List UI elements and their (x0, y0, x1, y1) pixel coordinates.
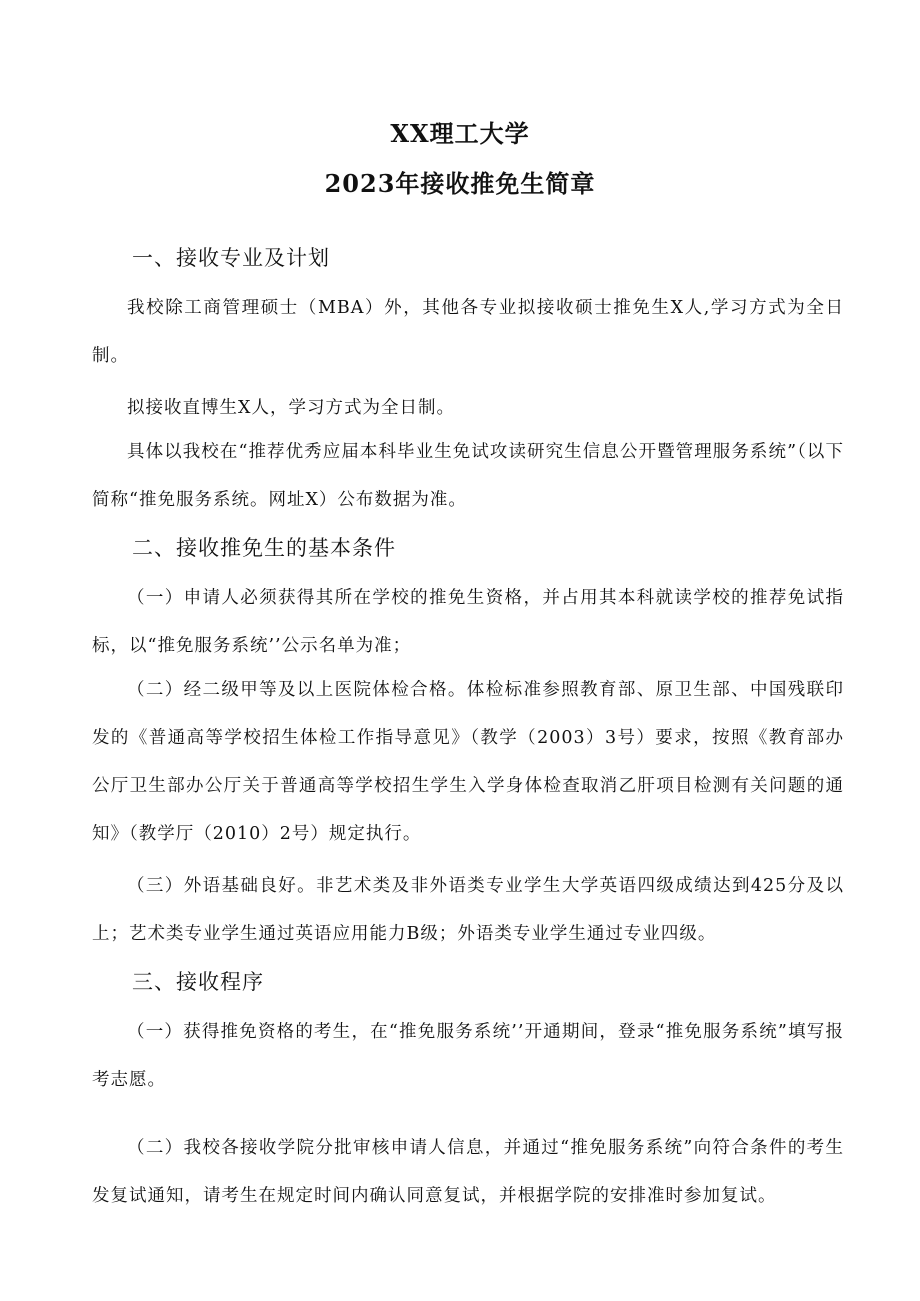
section-1-paragraph-3: 具体以我校在“推荐优秀应届本科毕业生免试攻读研究生信息公开暨管理服务系统”（以下简称“推免服务系统。网址X）公布数据为准。 (92, 442, 844, 510)
section-3-paragraph-1: （一）获得推免资格的考生，在“推免服务系统’’开通期间，登录“推免服务系统”填写报考志愿。 (92, 1022, 844, 1090)
document-title: 2023年接收推免生简章 (324, 169, 596, 198)
section-1-paragraph-1: 我校除工商管理硕士（MBA）外，其他各专业拟接收硕士推免生X人,学习方式为全日制。 (92, 298, 844, 366)
section-3-paragraph-2: （二）我校各接收学院分批审核申请人信息，并通过“推免服务系统”向符合条件的考生发复试通知，请考生在规定时间内确认同意复试，并根据学院的安排准时参加复试。 (92, 1138, 844, 1206)
section-2-paragraph-1: （一）申请人必须获得其所在学校的推免生资格，并占用其本科就读学校的推荐免试指标，以“推免服务系统’’公示名单为准； (92, 588, 844, 656)
section-2-paragraph-2: （二）经二级甲等及以上医院体检合格。体检标准参照教育部、原卫生部、中国残联印发的《普通高等学校招生体检工作指导意见》（教学（2003）3号）要求，按照《教育部办公厅卫生部办公厅关于普通高等学校招生学生入学身体检查取消乙肝项目检测有关问题的通知》（教学厅（2010）2号）规定执行。 (92, 680, 844, 844)
section-1-heading: 一、接收专业及计划 (132, 246, 330, 270)
section-2-heading: 二、接收推免生的基本条件 (132, 536, 396, 560)
section-1-paragraph-2: 拟接收直博生X人，学习方式为全日制。 (127, 398, 455, 418)
section-2-paragraph-3: （三）外语基础良好。非艺术类及非外语类专业学生大学英语四级成绩达到425分及以上；艺术类专业学生通过英语应用能力B级；外语类专业学生通过专业四级。 (92, 876, 844, 944)
section-3-heading: 三、接收程序 (132, 970, 264, 994)
university-name: XX理工大学 (390, 119, 530, 148)
